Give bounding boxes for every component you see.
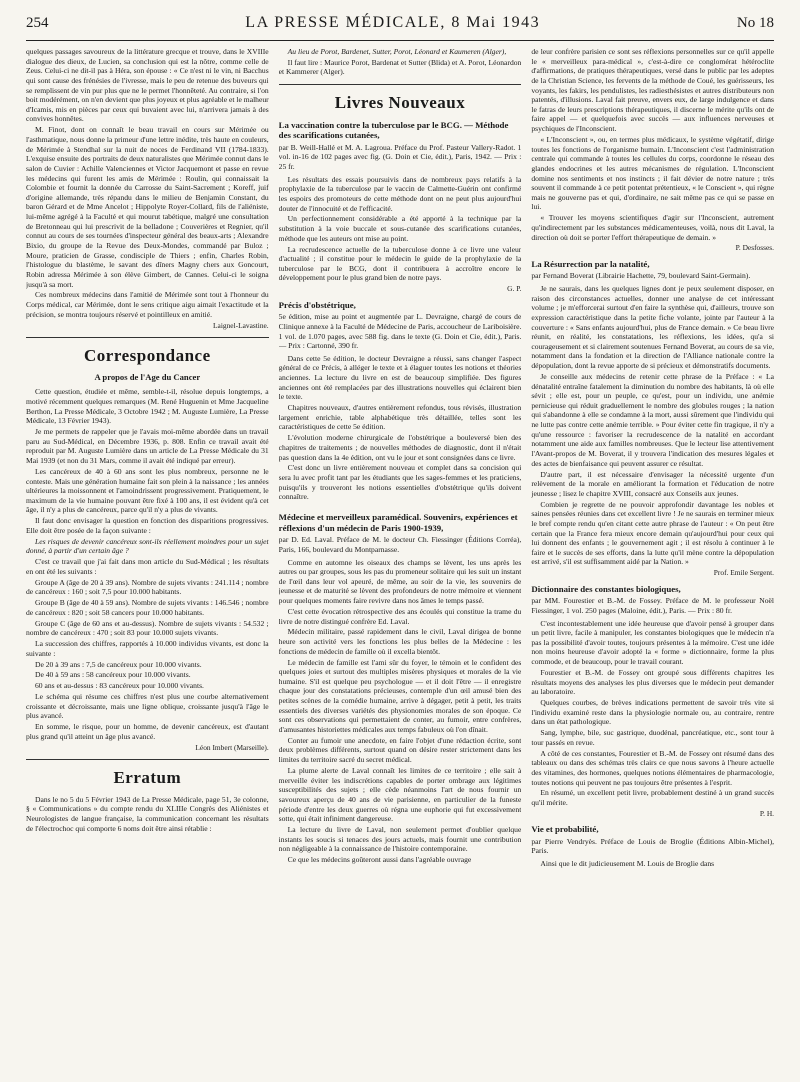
paragraph: de leur confrère parisien ce sont ses réflexions personnelles sur ce qu'il appelle le « merveilleux para-médical », c'est-à-dire ce conglomérat hétéroclite d'affirmations, de pratiques thérapeutiques, versé dans le public par les adeptes de la Christian Science, les fervents de la méthode de Coué, les guérisseurs, les voyants, les fakirs, les pendulistes, les radiesthésistes et autres distributeurs non patentés, d'illusions. Laval fait preuve, envers eux, de large indulgence et dans le fatras de leurs prescriptions thérapeutiques, il discerne le mérite qu'ils ont de faire appel — et quelquefois avec succès — aux influences nerveuses et psychiques de l'Inconscient. <box>531 47 774 134</box>
paragraph: Combien je regrette de ne pouvoir approfondir davantage les nobles et saines pensées réunies dans cet excellent livre ! Je ne saurais en terminer mieux le bref compte rendu qu'en citant cette autre phrase de l'auteur : « On peut être certain que la France fera mieux encore demain qu'aujourd'hui pour ceux qui lui donnent des enfants ; le gouvernement agit ; il est résolu à continuer à le faire et le succès de ses efforts, dans la lutte qu'il mène contre la dépopulation est arrivé, s'il est suffisamment aidé par la Nation. » <box>531 499 774 567</box>
paragraph: Dans cette 5e édition, le docteur Devraigne a réussi, sans changer l'aspect général de ce Précis, à alléger le texte et à élaguer toutes les notions et théories anciennes. La lecture du livre en est de beaucoup simplifiée. Des figures anciennes ont été remplacées par des illustrations nouvelles qui éclairent bien le texte. <box>278 353 522 402</box>
signature: Prof. Emile Sergent. <box>713 568 774 578</box>
signature: Laignel-Lavastine. <box>213 320 269 330</box>
paragraph: D'autre part, il est nécessaire d'envisager la nécessité urgente d'un relèvement de la morale en améliorant la formation et l'éducation de notre jeunesse ; lisez le chapitre XVIII, consacré aux Conseils aux jeunes. <box>531 469 774 498</box>
paragraph: Médecin militaire, passé rapidement dans le civil, Laval dirigea de bonne heure son activité vers les fonctions les plus belles de la Médecine : les fonctions de médecin de famille où il excella bientôt. <box>278 627 522 656</box>
review-reference: par Pierre Vendryès. Préface de Louis de Broglie (Éditions Albin-Michel), Paris. <box>531 836 774 856</box>
paragraph: De 40 à 59 ans : 58 cancéreux pour 10.000 vivants. <box>35 670 191 680</box>
column-1 <box>26 47 269 1077</box>
paragraph: Chapitres nouveaux, d'autres entièrement refondus, tous révisés, illustration largement enrichie, table alphabétique très détaillée, telles sont les caractéristiques de cette 5e édition. <box>278 403 522 432</box>
paragraph: C'est ce travail que j'ai fait dans mon article du Sud-Médical ; les résultats en ont été les suivants : <box>26 557 269 576</box>
paragraph: Les cancéreux de 40 à 60 ans sont les plus nombreux, personne ne le conteste. Mais une génération humaine fait son plein à la naissance ; les années ultérieures la moissonnent et l'amoindrissent progressivement. Pratiquement, le maximum de la vie humaine pouvant être fixé à 100 ans, il est évident qu'à cet âge, il n'y a plus de cancéreux, parce qu'il n'y a plus de vivants. <box>26 466 269 515</box>
paragraph: Il faut donc envisager la question en fonction des disparitions progressives. Elle doit être posée de la façon suivante : <box>26 516 269 535</box>
section-title-correspondance: Correspondance <box>84 345 211 365</box>
review-reference: 5e édition, mise au point et augmentée par L. Devraigne, chargé de cours de Clinique annexe à la Faculté de Médecine de Paris, accoucheur de Lariboisière. 1 vol. de 1.070 pages, avec 588 fig. dans le texte (G. Doin et Cie, édit.), Paris. — Prix : Cartonné, 390 fr. <box>278 312 522 351</box>
paragraph: Cette question, étudiée et même, semble-t-il, résolue depuis longtemps, a motivé récemment quelques remarques (M. René Huguenin et Mme Jacqueline Berthon, La Presse Médicale, 3 Octobre 1942 ; M. Auguste Lumière, La Presse Médicale, 13 Février 1943). <box>26 387 269 426</box>
paragraph: C'est incontestablement une idée heureuse que d'avoir pensé à grouper dans un petit livre, facile à manipuler, les constantes biologiques que le médecin n'a pas la possibilité d'avoir toutes, toujours présentes à la mémoire. C'est une idée non moins heureuse d'avoir adopté la « forme » dictionnaire, forme la plus commode, et de beaucoup, pour le travail courant. <box>531 618 774 667</box>
paragraph: Ce que les médecins goûteront aussi dans l'agréable ouvrage <box>287 855 472 865</box>
review-natalite <box>531 259 774 578</box>
signature: P. H. <box>759 808 774 818</box>
paragraph: Les risques de devenir cancéreux sont-ils réellement moindres pour un sujet donné, à partir d'un certain âge ? <box>26 536 269 556</box>
paragraph: 60 ans et au-dessus : 83 cancéreux pour 10.000 vivants. <box>35 681 204 691</box>
review-title: Vie et probabilité, <box>531 824 599 835</box>
paragraph: La lecture du livre de Laval, non seulement permet d'oublier quelque instants les soucis si tenaces des jours actuels, mais fournit une contribution non négligeable à la connaissance de l'histoire contemporaine. <box>278 824 522 854</box>
paragraph: En résumé, un excellent petit livre, probablement destiné à un grand succès qu'il mérite. <box>531 788 774 807</box>
intro-article <box>26 47 269 330</box>
paragraph: Ces nombreux médecins dans l'amitié de Mérimée sont tout à l'honneur du Corps médical, car Mérimée, dont le sens critique aigu aimait l'exactitude et la précision, se montra toujours réservé et pointilleux en amitié. <box>26 290 269 319</box>
review-merveilleux <box>279 512 522 865</box>
review-title: Médecine et merveilleux paramédical. Souvenirs, expériences et réflexions d'un médecin de Paris 1900-1939, <box>278 512 518 533</box>
signature: G. P. <box>507 284 522 294</box>
issue-number: No 18 <box>736 15 774 31</box>
paragraph: M. Finot, dont on connaît le beau travail en cours sur Mérimée ou l'asthmatique, nous donne la primeur d'une lettre inédite, très haute en couleurs, de Mérimée à Stendhal sur la nuit de noces de Ferdinand VII (1784-1833). L'exquise ensuite des portraits de deux naturalistes que Mérimée connut dans le salon de Cuvier : Achille Valenciennes et Victor Jacquemont et passe en revue les médecins qui furent les amis de Mérimée : Roulin, qui connaissait la Colombie et fournit la donnée du Carrosse du Saint-Sacrement ; Koreff, juif d'origine allemande, très répandu dans le milieu de Benjamin Constant, du baron Gérard et de Mme Ancelot ; Hippolyte Royer-Collard, fils de l'aliéniste, lui-même agrégé à la Faculté et qui mourut tabétique, malgré une consultation de Bretonneau qui lui prescrivit de la belladone ; Couverières et Regnier, qu'il connut au cours de ses tournées d'inspecteur général des beaux-arts ; Alexandre Bixio, du groupe de la Revue des Deux-Mondes, commandé par Buloz ; Moure, praticien de Grasse, condisciple de Thiers ; enfin, Charles Robin, l'histologue du blastème, le savant des dîners Magny chers aux Goncourt, Robin adressa Mérimée à son élève Gimbert, de Cannes. Celui-ci le soigna jusqu'à sa mort. <box>26 125 269 289</box>
signature: P. Desfosses. <box>735 243 774 253</box>
review-reference: par D. Ed. Laval. Préface de M. le docteur Ch. Fiessinger (Éditions Corréa), Paris, 166, boulevard du Montparnasse. <box>278 535 522 554</box>
review-reference: par Fernand Boverat (Librairie Hachette, 79, boulevard Saint-Germain). <box>531 271 751 281</box>
paragraph: Au lieu de Porot, Bardenet, Sutter, Porot, Léonard et Kaumeren (Alger), <box>287 47 507 56</box>
paragraph: A côté de ces constantes, Fourestier et B.-M. de Fossey ont résumé dans des tableaux ou dans des schémas très clairs ce que nous savons à l'heure actuelle des vitamines, des hormones, quelques notions élémentaires de pharmacologie, toutes notions qui peuvent ne pas toujours être présentes à l'esprit. <box>531 748 774 787</box>
divider <box>26 337 269 338</box>
paragraph: « Trouver les moyens scientifiques d'agir sur l'Inconscient, autrement qu'indirectement par les substances médicamenteuses, voilà, nous dit Laval, la direction où doit se porter l'effort thérapeutique de demain. » <box>531 213 774 242</box>
review-reference: par B. Weill-Hallé et M. A. Lagroua. Préface du Prof. Pasteur Vallery-Radot. 1 vol. in-16 de 102 pages avec fig. (G. Doin et Cie, édit.), Paris, 1942. — Prix : 25 fr. <box>278 142 522 172</box>
columns <box>26 47 774 1077</box>
paragraph: Un perfectionnement considérable a été apporté à la technique par la substitution à la voie buccale et sous-cutanée des scarifications cutanées, méthode que les auteurs ont mise au point. <box>278 214 522 243</box>
signature: Léon Imbert (Marseille). <box>195 742 269 752</box>
page-number: 254 <box>26 15 49 31</box>
review-title: Dictionnaire des constantes biologiques, <box>531 583 681 594</box>
paragraph: Groupe C (âge de 60 ans et au-dessus). Nombre de sujets vivants : 54.532 ; nombre de cancéreux : 470 ; soit 83 pour 10.000 sujets vivants. <box>26 618 269 638</box>
review-title: Précis d'obstétrique, <box>278 299 356 310</box>
paragraph: Il faut lire : Maurice Porot, Bardenat et Sutter (Blida) et A. Porot, Léonardon et Kammerer (Alger). <box>278 57 522 77</box>
paragraph: En somme, le risque, pour un homme, de devenir cancéreux, est d'autant plus grand qu'il atteint un âge plus avancé. <box>26 722 269 741</box>
paragraph: Je me permets de rappeler que je l'avais moi-même abordée dans un travail paru au Sud-Médical, en Décembre 1936, p. 808. Enfin ce travail avait été reproduit par M. Auguste Lumière dans un article de La Presse Médicale du 31 Mai 1939 (et non du 31 Mars, comme il avait été indiqué par erreur). <box>26 427 269 466</box>
review-reference: par MM. Fourestier et B.-M. de Fossey. Préface de M. le professeur Noël Fiessinger, 1 vol. 250 pages (Maloine, édit.), Paris. — Prix : 80 fr. <box>531 596 774 615</box>
section-title-livres-nouveaux: Livres Nouveaux <box>334 93 466 113</box>
paragraph: La recrudescence actuelle de la tuberculose donne à ce livre une valeur d'actualité ; il constitue pour le médecin le guide de la prophylaxie de la tuberculose par le BCG, dont il contribuera à accroître encore le développement pour le plus grand bien de notre pays. <box>278 244 522 283</box>
review-vie-probabilite <box>531 824 774 868</box>
paragraph: C'est donc un livre entièrement nouveau et complet dans sa concision qui sera lu avec profit tant par les étudiants que les sages-femmes et les praticiens, puisqu'ils y trouveront les notions essentielles d'obstétrique qu'ils doivent connaître. <box>278 463 522 502</box>
paragraph: Dans le no 5 du 5 Février 1943 de La Presse Médicale, page 51, 3e colonne, § « Communications » du compte rendu du XLIIIe Congrès des Aliénistes et Neurologistes de langue française, la communication concernant les résultats de l'électrochoc qui comporte 6 noms doit être ainsi rétablie : <box>26 794 269 833</box>
divider <box>26 759 269 760</box>
paragraph: De 20 à 39 ans : 7,5 de cancéreux pour 10.000 vivants. <box>35 659 202 669</box>
review-title: La vaccination contre la tuberculose par le BCG. — Méthode des scarifications cutanées, <box>278 119 509 141</box>
paragraph: La succession des chiffres, rapportés à 10.000 individus vivants, est donc la suivante : <box>26 639 269 658</box>
journal-title: LA PRESSE MÉDICALE, 8 Mai 1943 <box>245 14 541 31</box>
review-title: La Résurrection par la natalité, <box>531 258 650 269</box>
paragraph: Le schéma qui résume ces chiffres n'est plus une courbe alternativement croissante et décroissante, mais une ligne oblique, croissante jusqu'à l'âge le plus avancé. <box>26 692 269 721</box>
paragraph: Je ne saurais, dans les quelques lignes dont je peux seulement disposer, en raison des circonstances actuelles, donner une analyse de cet intéressant volume ; je m'efforcerai surtout d'en faire la synthèse qui, d'ailleurs, trouve son expression caractéristique dans la petite fiche volante, jointe par l'auteur à la couverture : « Sans enfants aujourd'hui, plus de France demain. » Ce beau livre réunit, en réalité, les constatations, les réflexions, les idées, qu'a si courageusement et si clairement soutenues Fernand Boverat, au cours de sa vie, notamment dans la fondation et la direction de l'Alliance nationale contre la dépopulation, dont la revue apporte de si précieux et démonstratifs documents. <box>531 283 774 371</box>
paragraph: Sang, lymphe, bile, suc gastrique, duodénal, pancréatique, etc., sont tour à tour passés en revue. <box>531 728 774 747</box>
paragraph: Ainsi que le dit judicieusement M. Louis de Broglie dans <box>540 859 715 869</box>
paragraph: Le médecin de famille est l'ami sûr du foyer, le témoin et le confident des quelques joies et surtout des multiples misères physiques et morales de la vie humaine. S'il est quelque peu psychologue — et il doit l'être — il enregistre chaque jour des constatations précieuses, contemple d'un œil amusé bien des petites scènes de la comédie humaine, arrive à dégager, petit à petit, les traits essentiels des diverses variétés des physionomies morales de son époque. Ce sont ces observations qui permettaient de conter, au fumoir, entre confrères, d'amusantes historiettes médicales aux temps fabuleux où l'on dînait. <box>278 657 522 734</box>
paragraph: « L'Inconscient », ou, en termes plus médicaux, le système végétatif, dirige toutes les fonctions de l'organisme humain. L'Inconscient c'est l'administration centrale qui commande à toutes les cellules du corps, coordonne le réseau des glandes endocrines et les autres mécanismes de régulation. L'Inconscient domine nos sentiments et nos instincts ; il fait dévier de notre nature ; très souvent il commande à ce petit potentat prétentieux, « le Conscient », qui règne mais ne gouverne pas et qui, d'ordinaire, ne sait même pas ce qui se passe en lui. <box>531 134 774 212</box>
paragraph: Conter au fumoir une anecdote, en faire l'objet d'une rédaction écrite, sont deux problèmes différents, surtout quand on désire rester strictement dans les limites du territoire sacré du secret médical. <box>278 735 522 765</box>
page-header <box>26 14 774 41</box>
review-obstetrique <box>279 300 522 502</box>
divider <box>279 84 522 85</box>
paragraph: Les résultats des essais poursuivis dans de nombreux pays relatifs à la prophylaxie de la tuberculose par le vaccin de Calmette-Guérin ont confirmé les espoirs des promoteurs de cette méthode dont on ne peut plus aujourd'hui douter de l'innocuité et de l'efficacité. <box>278 174 522 213</box>
section-title-erratum: Erratum <box>113 768 182 787</box>
paragraph: Groupe B (âge de 40 à 59 ans). Nombre de sujets vivants : 146.546 ; nombre de cancéreux : 820 ; soit 58 cancers pour 10.000 habitants. <box>26 598 269 617</box>
paragraph: Groupe A (âge de 20 à 39 ans). Nombre de sujets vivants : 241.114 ; nombre de cancéreux : 160 ; soit 7,5 pour 10.000 habitants. <box>26 577 269 597</box>
cancer-article <box>26 387 269 752</box>
paragraph: L'évolution moderne chirurgicale de l'obstétrique a bouleversé bien des chapitres de traitements ; de nouvelles méthodes de diagnostic, dont il n'était pas question dans la 4e édition, ont vu le jour et sont consignées dans ce livre. <box>278 433 522 462</box>
paragraph: C'est cette évocation rétrospective des ans écoulés qui constitue la trame du livre de notre distingué confrère Ed. Laval. <box>278 606 522 626</box>
paragraph: Je conseille aux médecins de retenir cette phrase de la Préface : « La dénatalité entraîne fatalement la diminution du nombre des habitants, là où elle sévit ; elle est, pour un peuple, ce qu'est, pour un individu, une anémie pernicieuse qui réduit graduellement le nombre des globules rouges ; la nation qui s'abandonne à elle se condamne à la mort, aussi sûrement que l'individu qui ne lutte pas contre cette anémie terrible. » Pour éviter cette fin tragique, il n'y a qu'une ressource : favoriser la recrudescence de la natalité en accordant notamment une aide aux familles nombreuses. Que le lecteur lise attentivement l'Avant-propos de M. Boverat, il y trouvera l'indication des mesures légales et des actes de bienfaisance qui peuvent assurer ce résultat. <box>531 371 774 468</box>
paragraph: Comme en automne les oiseaux des champs se lèvent, les uns après les autres ou par groupes, sous les pas du promeneur solitaire qui les suit un instant de l'œil dans leur vol apeuré, de même, au soir de la vie, les souvenirs de jeunesse et de maturité se lèvent des profondeurs de notre mémoire et viennent pour quelques moments faire revivre dans nos âmes le temps passé. <box>278 557 522 606</box>
paragraph: Fourestier et B.-M. de Fossey ont groupé sous différents chapitres les résultats moyens des analyses les plus diverses que le médecin peut demander au laboratoire. <box>531 667 774 697</box>
paragraph: quelques passages savoureux de la littérature grecque et trouve, dans le XVIIIe dialogue des dieux, de Lucien, sa conclusion qui est la nôtre, comme celle de Zeus. Celui-ci ne dit-il pas à Héra, son épouse : « Ce n'est ni le vin, ni Bacchus qui sont cause des frénésies de l'ivresse, mais le peu de retenue des buveurs qui se remplissent de vin pur plus que ne le permet l'honnêteté. Au contraire, si l'on boit modérément, on n'en devient que plus joyeux et plus agréable et le malheur d'Icamis, mis en pièces par ceux qui buvaient avec lui, n'arrivera jamais à des convives honnêtes. <box>26 47 269 124</box>
review-dictionnaire <box>531 584 774 819</box>
article-heading-cancer: A propos de l'Age du Cancer <box>94 372 201 383</box>
paragraph: Quelques courbes, de brèves indications permettent de savoir très vite si l'individu examiné reste dans la physiologie normale ou, au contraire, rentre dans un état pathologique. <box>531 698 774 727</box>
column-3 <box>531 47 774 1077</box>
column-2 <box>279 47 522 1077</box>
review-bcg <box>279 120 522 294</box>
paragraph: La plume alerte de Laval connaît les limites de ce territoire ; elle sait à merveille éviter les indiscrétions capables de porter ombrage aux légitimes susceptibilités des sujets ; elle cède néanmoins l'art de nous fournir un savoureux aperçu de 40 ans de vie parisienne, en particulier de la funeste période d'entre les deux guerres où régna une euphorie qui fut excessivement sotte, qui était infiniment dangereuse. <box>278 765 522 824</box>
